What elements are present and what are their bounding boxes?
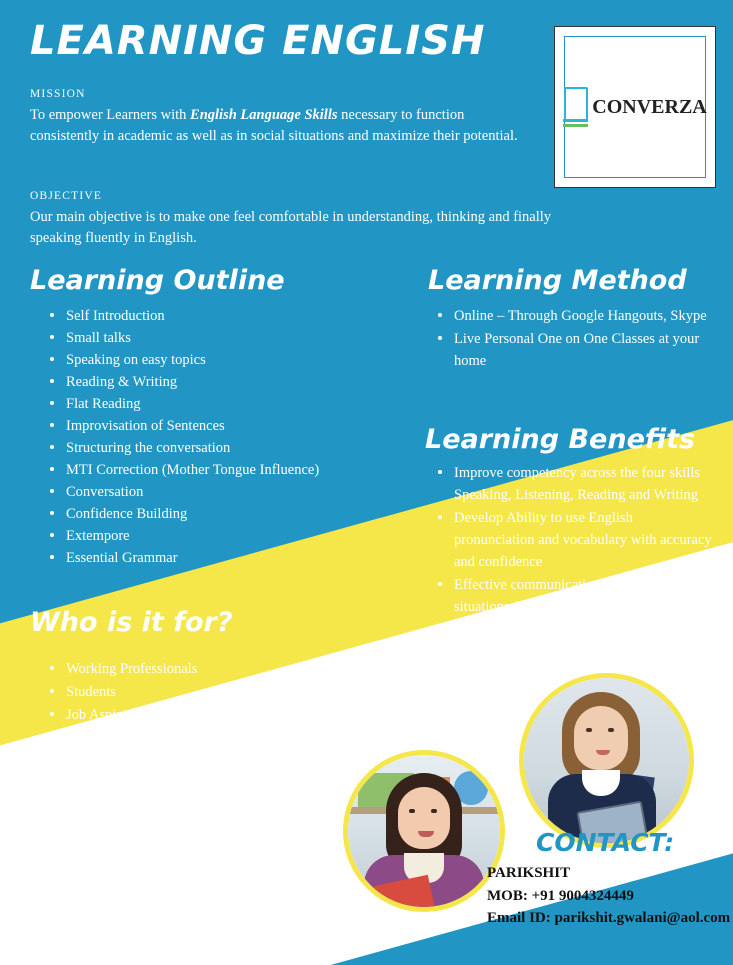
mission-text-bold: English Language Skills [190,107,338,123]
contact-email: Email ID: parikshit.gwalani@aol.com [487,910,731,926]
list-item: Working Professionals [50,658,390,680]
contact-mobile: MOB: +91 9004324449 [487,887,634,904]
page-title: LEARNING ENGLISH [30,18,486,64]
contact-name: PARIKSHIT [487,865,571,881]
mission-label: MISSION [30,88,86,100]
list-item: Housewives [50,727,390,749]
list-item: MTI Correction (Mother Tongue Influence) [50,459,380,481]
who-is-it-for-list [30,658,390,750]
list-item: Self Introduction [50,305,380,327]
objective-text: Our main objective is to make one feel comfortable in understanding, thinking and finally speaking fluently in English. [30,209,552,247]
logo-content [563,87,706,127]
mission-text-before: To empower Learners with [30,107,191,123]
contact-heading: CONTACT: [536,828,675,857]
list-item: Live Personal One on One Classes at your home [438,328,718,372]
list-item: Conversation [50,481,380,503]
teacher-photo [343,750,505,912]
list-item: Improve competency across the four skills Speaking, Listening, Reading and Writing [438,462,713,506]
logo-box [554,26,716,188]
learning-outline-heading: Learning Outline [30,265,285,296]
learning-method-list [418,305,718,373]
list-item: Reading & Writing [50,371,380,393]
mission-text [30,105,520,147]
learning-benefits-heading: Learning Benefits [425,424,696,455]
who-is-it-for-heading: Who is it for? [30,607,233,638]
learning-method-heading: Learning Method [428,265,687,296]
list-item: Students [50,681,390,703]
list-item: Confidence Building [50,503,380,525]
list-item: Structuring the conversation [50,437,380,459]
list-item: Essential Grammar [50,547,380,569]
logo-inner-frame [564,36,706,178]
list-item: Develop Ability to use English pronunciation and vocabulary with accuracy and confidence [438,507,713,573]
list-item: Job Aspirants (Domestic and International) [50,704,390,726]
list-item: Speaking on easy topics [50,349,380,371]
list-item: Effective communication in various situations (Formal and Informal [438,574,713,618]
list-item: Flat Reading [50,393,380,415]
book-logo-icon [563,87,589,127]
logo-text: CONVERZA [592,95,707,118]
list-item: Improvisation of Sentences [50,415,380,437]
student-photo [519,673,694,848]
list-item: Small talks [50,327,380,349]
list-item: Polish your overall communication skills [438,619,713,641]
mission-text-after: necessary to function consistently in academic as well as in social situations and maximize their potential. [30,107,518,145]
objective-label: OBJECTIVE [30,190,103,202]
learning-benefits-list [418,462,713,642]
contact-details [487,862,730,930]
list-item: Extempore [50,525,380,547]
list-item: Online – Through Google Hangouts, Skype [438,305,718,327]
learning-outline-list [30,305,380,569]
